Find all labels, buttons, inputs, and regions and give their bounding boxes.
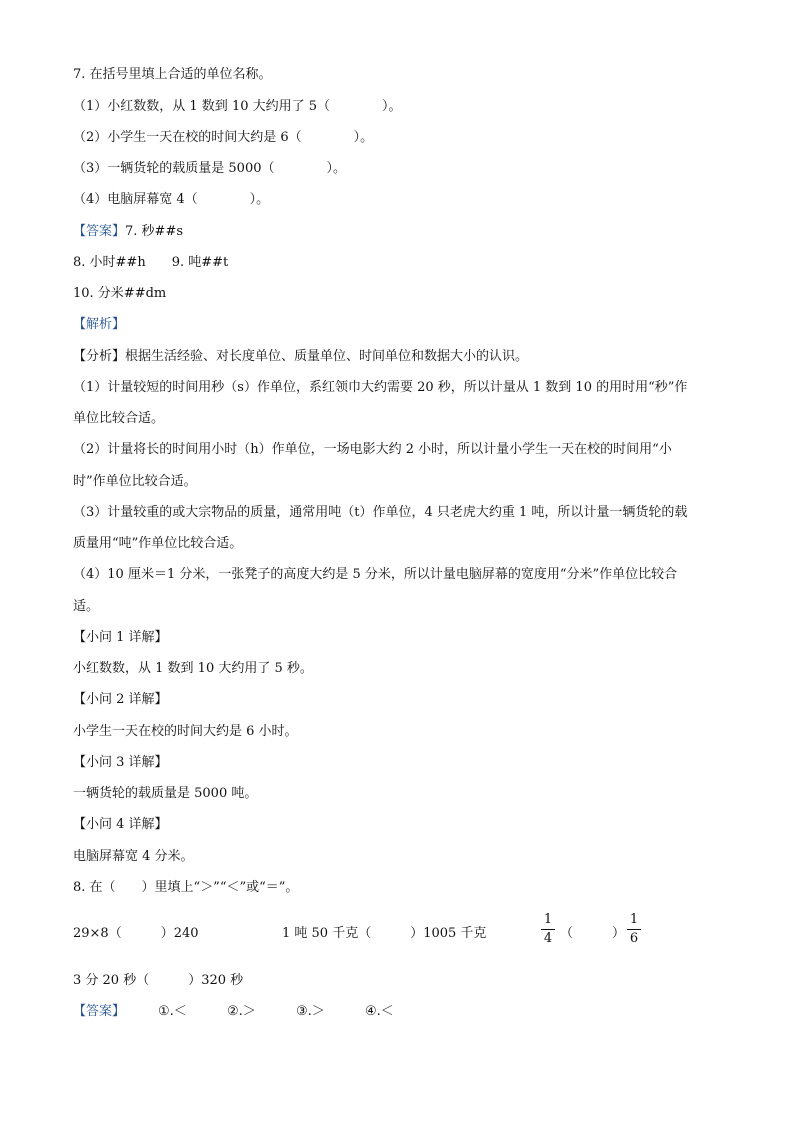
q8-answer-2: ②.＞	[227, 1004, 256, 1019]
q8-expr-2: 1 吨 50 千克（ ）1005 千克	[282, 926, 487, 941]
analysis-line: 单位比较合适。	[73, 411, 165, 426]
q7-item-2: （2）小学生一天在校的时间大约是 6（ ）。	[73, 130, 374, 145]
q7-item-3: （3）一辆货轮的载质量是 5000（ ）。	[73, 161, 346, 176]
q8-answer-1: ①.＜	[158, 1004, 187, 1019]
fraction-numerator: 1	[629, 912, 639, 927]
fraction-one-quarter	[541, 912, 555, 947]
q7-answer	[73, 223, 183, 241]
q8-answer-4: ④.＜	[365, 1004, 394, 1019]
detail-heading: 【小问 3 详解】	[73, 755, 168, 770]
detail-heading: 【小问 1 详解】	[73, 630, 168, 645]
analysis-line: （3）计量较重的或大宗物品的质量，通常用吨（t）作单位，4 只老虎大约重 1 吨，所以计量一辆货轮的载	[73, 505, 688, 520]
detail-text: 小红数数，从 1 数到 10 大约用了 5 秒。	[73, 661, 313, 676]
fraction-bar	[627, 929, 641, 930]
q8-expr-1: 29×8（ ）240	[73, 926, 199, 941]
q7-item-4: （4）电脑屏幕宽 4（ ）。	[73, 192, 270, 207]
analysis-label: 【解析】	[73, 317, 126, 332]
fraction-numerator: 1	[543, 912, 553, 927]
fraction-denominator: 4	[543, 931, 553, 946]
detail-text: 电脑屏幕宽 4 分米。	[73, 849, 194, 864]
detail-heading: 【小问 4 详解】	[73, 817, 168, 832]
fraction-one-sixth	[627, 912, 641, 947]
detail-text: 小学生一天在校的时间大约是 6 小时。	[73, 724, 298, 739]
analysis-line: （2）计量将长的时间用小时（h）作单位，一场电影大约 2 小时，所以计量小学生一天在校的时间用“小	[73, 442, 672, 457]
answer-text-2: 8. 小时##h 9. 吨##t	[73, 255, 229, 270]
answer-text-3: 10. 分米##dm	[73, 286, 167, 301]
analysis-line: （1）计量较短的时间用秒（s）作单位，系红领巾大约需要 20 秒，所以计量从 1 数到 10 的用时用“秒”作	[73, 380, 688, 395]
analysis-line: （4）10 厘米＝1 分米，一张凳子的高度大约是 5 分米，所以计量电脑屏幕的宽度用“分米”作单位比较合	[73, 567, 678, 582]
analysis-line: 【分析】根据生活经验、对长度单位、质量单位、时间单位和数据大小的认识。	[73, 349, 529, 364]
answer-text-1: 7. 秒##s	[125, 224, 184, 239]
analysis-line: 质量用“吨”作单位比较合适。	[73, 536, 243, 551]
q8-expr-4: 3 分 20 秒（ ）320 秒	[73, 973, 244, 988]
q7-item-1: （1）小红数数，从 1 数到 10 大约用了 5（ ）。	[73, 99, 402, 114]
detail-heading: 【小问 2 详解】	[73, 692, 168, 707]
q7-title: 7. 在括号里填上合适的单位名称。	[73, 67, 272, 82]
detail-text: 一辆货轮的载质量是 5000 吨。	[73, 786, 258, 801]
fraction-bar	[541, 929, 555, 930]
analysis-line: 适。	[73, 599, 100, 614]
q8-answer-3: ③.＞	[296, 1004, 325, 1019]
q8-answer-label: 【答案】	[73, 1004, 126, 1019]
analysis-line: 时”作单位比较合适。	[73, 474, 197, 489]
q8-paren-3: （ ）	[560, 926, 626, 941]
answer-label: 【答案】	[73, 224, 126, 239]
q8-title: 8. 在（ ）里填上“＞”“＜”或“＝”。	[73, 880, 299, 895]
fraction-denominator: 6	[629, 931, 639, 946]
